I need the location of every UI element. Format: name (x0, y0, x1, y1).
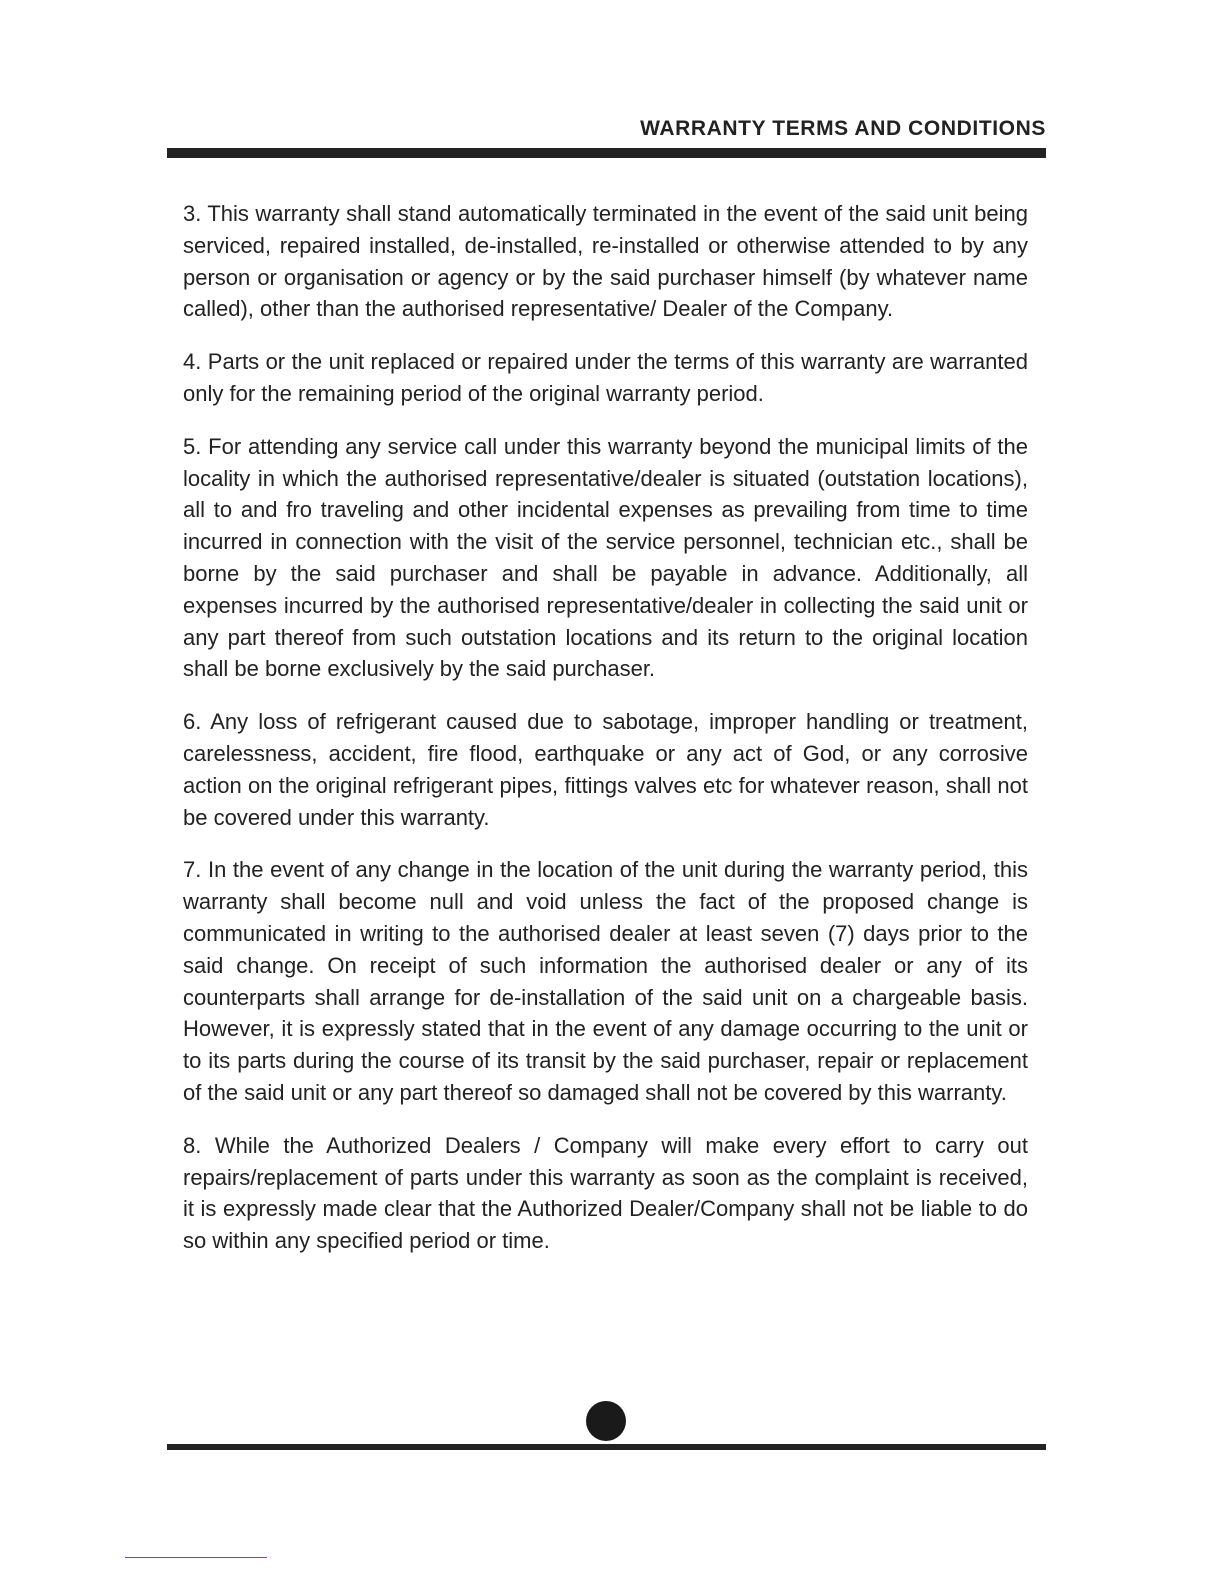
clause-7: 7. In the event of any change in the location of the unit during the warranty period, this warranty shall become null and void unless the fact of the proposed change is communicated in writing to the authorised dealer at least seven (7) days prior to the said change. On receipt of such information the authorised dealer or any of its counterparts shall arrange for de-installation of the said unit on a chargeable basis. However, it is expressly stated that in the event of any damage occurring to the unit or to its parts during the course of its transit by the said purchaser, repair or replacement of the said unit or any part thereof so damaged shall not be covered by this warranty. (183, 857, 1028, 1105)
corner-underline (125, 1557, 267, 1558)
clause-5: 5. For attending any service call under this warranty beyond the municipal limits of the locality in which the authorised representative/dealer is situated (outstation locations), all to and fro traveling and other incidental expenses as prevailing from time to time incurred in connection with the visit of the service personnel, technician etc., shall be borne by the said purchaser and shall be payable in advance. Additionally, all expenses incurred by the authorised representative/dealer in collecting the said unit or any part thereof from such outstation locations and its return to the original location shall be borne exclusively by the said purchaser. (183, 433, 1028, 682)
clause-4: 4. Parts or the unit replaced or repaired under the terms of this warranty are warranted only for the remaining period of the original warranty period. (183, 349, 1028, 406)
warranty-terms-body (183, 198, 1028, 1278)
footer-divider (167, 1444, 1046, 1450)
clause-6: 6. Any loss of refrigerant caused due to sabotage, improper handling or treatment, carelessness, accident, fire flood, earthquake or any act of God, or any corrosive action on the original refrigerant pipes, fittings valves etc for whatever reason, shall not be covered under this warranty. (183, 709, 1028, 830)
header-divider (167, 148, 1046, 158)
page-marker-dot (586, 1401, 626, 1441)
clause-3: 3. This warranty shall stand automatically terminated in the event of the said unit being serviced, repaired installed, de-installed, re-installed or otherwise attended to by any person or organisation or agency or by the said purchaser himself (by whatever name called), other than the authorised representative/ Dealer of the Company. (183, 201, 1028, 322)
clause-8: 8. While the Authorized Dealers / Company will make every effort to carry out repairs/replacement of parts under this warranty as soon as the complaint is received, it is expressly made clear that the Authorized Dealer/Company shall not be liable to do so within any specified period or time. (183, 1132, 1028, 1254)
page-title: WARRANTY TERMS AND CONDITIONS (640, 117, 1046, 140)
